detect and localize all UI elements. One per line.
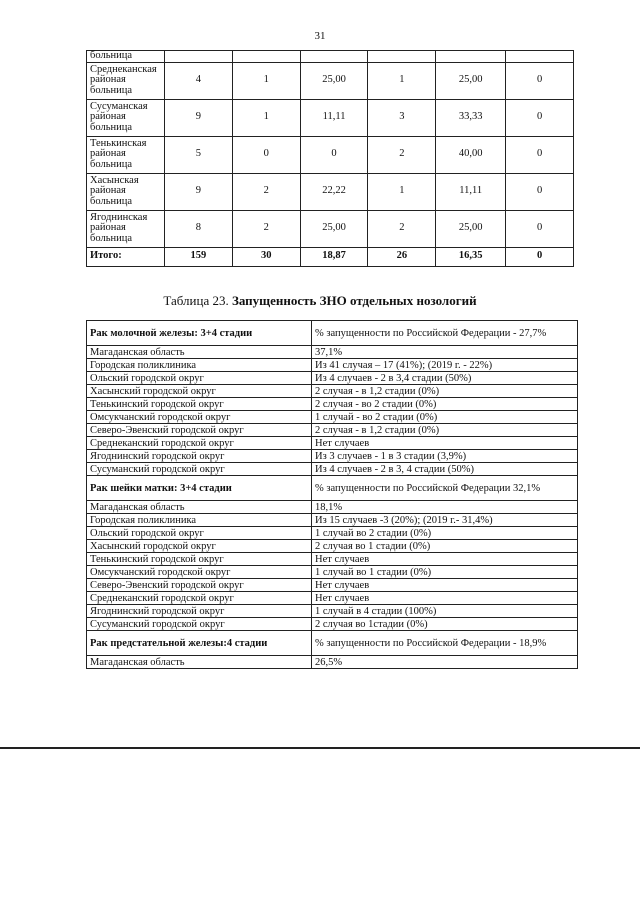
value-cell: Из 41 случая – 17 (41%); (2019 г. - 22%) xyxy=(312,359,578,372)
table-row xyxy=(87,398,578,411)
table-row xyxy=(87,566,578,579)
table-row-partial xyxy=(87,51,574,63)
value-cell: 1 случай в 4 стадии (100%) xyxy=(312,605,578,618)
table-row xyxy=(87,553,578,566)
table-row xyxy=(87,514,578,527)
region-name-cell: Хасынский городской округ xyxy=(87,385,312,398)
region-name-cell: Магаданская область xyxy=(87,656,312,669)
table-row xyxy=(87,62,574,99)
region-name-cell: Ольский городской округ xyxy=(87,372,312,385)
value-cell: 5 xyxy=(164,136,232,173)
table-row xyxy=(87,411,578,424)
hospital-name-cell: больница xyxy=(87,51,165,63)
table-row xyxy=(87,618,578,631)
value-cell: Нет случаев xyxy=(312,437,578,450)
hospital-name-cell: Тенькинская районая больница xyxy=(87,136,165,173)
region-name-cell: Сусуманский городской округ xyxy=(87,463,312,476)
value-cell: Нет случаев xyxy=(312,553,578,566)
empty-cell xyxy=(164,51,232,63)
table-row xyxy=(87,136,574,173)
empty-cell xyxy=(506,51,574,63)
value-cell: 37,1% xyxy=(312,346,578,359)
value-cell: 9 xyxy=(164,99,232,136)
table-row xyxy=(87,450,578,463)
total-value-cell: 30 xyxy=(232,247,300,266)
table-row xyxy=(87,656,578,669)
value-cell: 9 xyxy=(164,173,232,210)
value-cell: Из 4 случаев - 2 в 3,4 стадии (50%) xyxy=(312,372,578,385)
total-row xyxy=(87,247,574,266)
value-cell: 1 случай во 2 стадии (0%) xyxy=(312,527,578,540)
section-title-cell: Рак предстательной железы:4 стадии xyxy=(87,631,312,656)
value-cell: 25,00 xyxy=(436,210,506,247)
table-row xyxy=(87,359,578,372)
value-cell: 11,11 xyxy=(436,173,506,210)
value-cell: 0 xyxy=(506,99,574,136)
region-name-cell: Ольский городской округ xyxy=(87,527,312,540)
region-name-cell: Магаданская область xyxy=(87,501,312,514)
table-caption xyxy=(0,293,640,309)
value-cell: 4 xyxy=(164,62,232,99)
value-cell: 8 xyxy=(164,210,232,247)
value-cell: 1 xyxy=(368,62,436,99)
caption-title: Запущенность ЗНО отдельных нозологий xyxy=(231,293,477,308)
hospital-name-cell: Ягоднинская районая больница xyxy=(87,210,165,247)
total-value-cell: 0 xyxy=(506,247,574,266)
table-row xyxy=(87,437,578,450)
rf-percentage-cell: % запущенности по Российской Федерации 32,1% xyxy=(312,476,578,501)
hospital-name-cell: Хасынская районая больница xyxy=(87,173,165,210)
value-cell: 33,33 xyxy=(436,99,506,136)
rf-percentage-cell: % запущенности по Российской Федерации - 18,9% xyxy=(312,631,578,656)
section-title-cell: Рак молочной железы: 3+4 стадии xyxy=(87,321,312,346)
value-cell: Нет случаев xyxy=(312,592,578,605)
region-name-cell: Среднеканский городской округ xyxy=(87,592,312,605)
value-cell: 0 xyxy=(506,173,574,210)
value-cell: 2 случая - в 1,2 стадии (0%) xyxy=(312,385,578,398)
total-value-cell: 26 xyxy=(368,247,436,266)
value-cell: 1 xyxy=(368,173,436,210)
table-row xyxy=(87,424,578,437)
value-cell: 0 xyxy=(506,136,574,173)
value-cell: 2 xyxy=(232,210,300,247)
nosology-table xyxy=(86,320,578,669)
empty-cell xyxy=(436,51,506,63)
empty-cell xyxy=(300,51,368,63)
footer-rule xyxy=(0,747,640,749)
caption-prefix: Таблица 23. xyxy=(163,293,232,308)
table-row xyxy=(87,605,578,618)
table-row xyxy=(87,346,578,359)
total-value-cell: 159 xyxy=(164,247,232,266)
section-header-row xyxy=(87,631,578,656)
value-cell: 2 xyxy=(368,136,436,173)
total-value-cell: 18,87 xyxy=(300,247,368,266)
value-cell: 26,5% xyxy=(312,656,578,669)
table-row xyxy=(87,372,578,385)
value-cell: 2 случая во 1 стадии (0%) xyxy=(312,540,578,553)
table-row xyxy=(87,579,578,592)
section-title-cell: Рак шейки матки: 3+4 стадии xyxy=(87,476,312,501)
hospital-name-cell: Среднеканская районая больница xyxy=(87,62,165,99)
region-name-cell: Городская поликлиника xyxy=(87,514,312,527)
region-name-cell: Ягоднинский городской округ xyxy=(87,450,312,463)
value-cell: Нет случаев xyxy=(312,579,578,592)
value-cell: 22,22 xyxy=(300,173,368,210)
table-row xyxy=(87,592,578,605)
value-cell: 3 xyxy=(368,99,436,136)
value-cell: 25,00 xyxy=(300,62,368,99)
region-name-cell: Омсукчанский городской округ xyxy=(87,411,312,424)
value-cell: 25,00 xyxy=(300,210,368,247)
section-header-row xyxy=(87,476,578,501)
region-name-cell: Магаданская область xyxy=(87,346,312,359)
page-number: 31 xyxy=(314,30,326,42)
value-cell: 1 xyxy=(232,99,300,136)
total-label-cell: Итого: xyxy=(87,247,165,266)
value-cell: 0 xyxy=(232,136,300,173)
value-cell: 2 xyxy=(232,173,300,210)
value-cell: Из 4 случаев - 2 в 3, 4 стадии (50%) xyxy=(312,463,578,476)
value-cell: Из 15 случаев -3 (20%); (2019 г.- 31,4%) xyxy=(312,514,578,527)
value-cell: Из 3 случаев - 1 в 3 стадии (3,9%) xyxy=(312,450,578,463)
region-name-cell: Тенькинский городской округ xyxy=(87,398,312,411)
empty-cell xyxy=(232,51,300,63)
value-cell: 25,00 xyxy=(436,62,506,99)
total-value-cell: 16,35 xyxy=(436,247,506,266)
value-cell: 0 xyxy=(300,136,368,173)
table-row xyxy=(87,463,578,476)
table-row xyxy=(87,540,578,553)
value-cell: 0 xyxy=(506,62,574,99)
hospital-name-cell: Сусуманская районая больница xyxy=(87,99,165,136)
value-cell: 2 случая - в 1,2 стадии (0%) xyxy=(312,424,578,437)
table-row xyxy=(87,173,574,210)
region-name-cell: Северо-Эвенский городской округ xyxy=(87,424,312,437)
region-name-cell: Городская поликлиника xyxy=(87,359,312,372)
value-cell: 0 xyxy=(506,210,574,247)
table-row xyxy=(87,501,578,514)
value-cell: 1 случай - во 2 стадии (0%) xyxy=(312,411,578,424)
table-row xyxy=(87,210,574,247)
region-name-cell: Тенькинский городской округ xyxy=(87,553,312,566)
table-row xyxy=(87,385,578,398)
region-name-cell: Омсукчанский городской округ xyxy=(87,566,312,579)
value-cell: 1 xyxy=(232,62,300,99)
region-name-cell: Сусуманский городской округ xyxy=(87,618,312,631)
value-cell: 2 случая во 1стадии (0%) xyxy=(312,618,578,631)
region-name-cell: Хасынский городской округ xyxy=(87,540,312,553)
value-cell: 11,11 xyxy=(300,99,368,136)
region-name-cell: Ягоднинский городской округ xyxy=(87,605,312,618)
value-cell: 1 случай во 1 стадии (0%) xyxy=(312,566,578,579)
hospital-stats-table xyxy=(86,50,574,267)
region-name-cell: Среднеканский городской округ xyxy=(87,437,312,450)
table-row xyxy=(87,99,574,136)
rf-percentage-cell: % запущенности по Российской Федерации - 27,7% xyxy=(312,321,578,346)
value-cell: 2 случая - во 2 стадии (0%) xyxy=(312,398,578,411)
value-cell: 2 xyxy=(368,210,436,247)
value-cell: 40,00 xyxy=(436,136,506,173)
table-row xyxy=(87,527,578,540)
section-header-row xyxy=(87,321,578,346)
empty-cell xyxy=(368,51,436,63)
region-name-cell: Северо-Эвенский городской округ xyxy=(87,579,312,592)
value-cell: 18,1% xyxy=(312,501,578,514)
